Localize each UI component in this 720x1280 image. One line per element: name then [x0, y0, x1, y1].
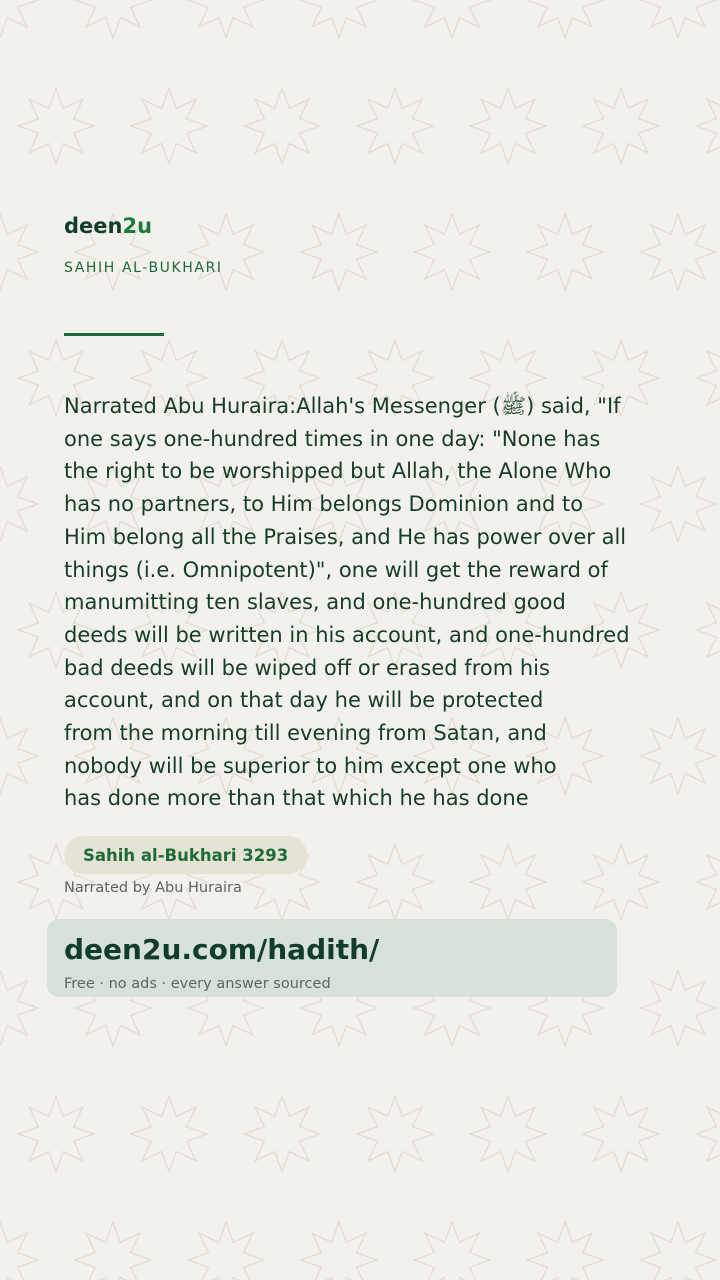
brand-prefix: deen — [64, 214, 123, 238]
brand-accent: 2u — [122, 214, 153, 238]
collection-label: SAHIH AL-BUKHARI — [64, 260, 223, 276]
site-tagline: Free · no ads · every answer sourced — [64, 976, 331, 992]
site-link-card[interactable] — [47, 919, 617, 997]
divider-rule — [64, 333, 164, 336]
reference-badge — [64, 836, 307, 874]
reference-label: Sahih al-Bukhari 3293 — [83, 845, 289, 865]
brand-logo — [64, 212, 152, 240]
site-url-link[interactable]: deen2u.com/hadith/ — [64, 933, 380, 966]
narrator-caption: Narrated by Abu Huraira — [64, 880, 242, 896]
hadith-text: Narrated Abu Huraira:Allah's Messenger (ﷺ) said, "If one says one-hundred times in one day: "None has the right to be worshipped but Allah, the Alone Who has no partners, to Him belongs Dominion and to Him belong all the Praises, and He has power over all things (i.e. Omnipotent)", one will get the reward of manumitting ten slaves, and one-hundred good deeds will be written in his account, and one-hundred bad deeds will be wiped off or erased from his account, and on that day he will be protected from the morning till evening from Satan, and nobody will be superior to him except one who has done more than that which he has done — [64, 394, 630, 811]
